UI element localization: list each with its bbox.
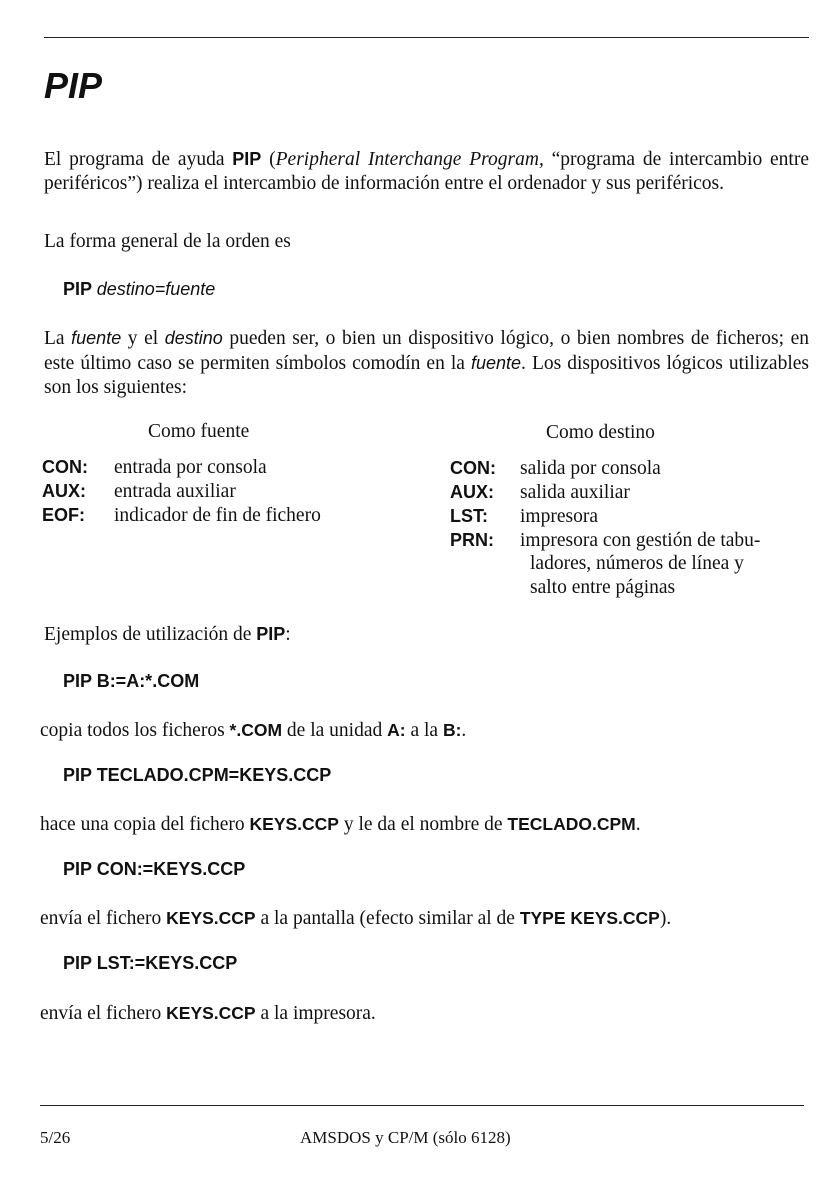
syntax-cmd: PIP (63, 279, 92, 299)
example-description: copia todos los ficheros *.COM de la unidad A: a la B:. (40, 720, 467, 741)
bottom-rule (40, 1105, 804, 1106)
source-item: EOF: indicador de fin de fichero (42, 505, 321, 526)
dest-item: LST: impresora (450, 506, 598, 527)
general-form-text: La forma general de la orden es (44, 231, 291, 252)
source-item: AUX: entrada auxiliar (42, 481, 236, 502)
example-description: envía el fichero KEYS.CCP a la impresora. (40, 1003, 376, 1024)
dest-item: CON: salida por consola (450, 458, 661, 479)
top-rule (44, 37, 809, 38)
example-command: PIP TECLADO.CPM=KEYS.CCP (63, 765, 332, 785)
dest-item: AUX: salida auxiliar (450, 482, 630, 503)
example-command: PIP CON:=KEYS.CCP (63, 859, 246, 879)
source-item: CON: entrada por consola (42, 457, 267, 478)
program-name: Peripheral Interchange Program, (275, 149, 544, 170)
dest-item: PRN: impresora con gestión de tabu- (450, 530, 761, 551)
source-heading: Como fuente (148, 421, 250, 442)
syntax-args: destino=fuente (96, 279, 216, 299)
devices-paragraph: La fuente y el destino pueden ser, o bien un dispositivo lógico, o bien nombres de ficheros; en este último caso se permiten símbolos comodín en la fuente. Los dispositivos lógicos utilizables son los siguientes: (44, 328, 810, 398)
page-number: 5/26 (40, 1128, 71, 1147)
dest-item-cont: salto entre páginas (530, 577, 676, 598)
example-description: envía el fichero KEYS.CCP a la pantalla (efecto similar al de TYPE KEYS.CCP). (40, 908, 672, 929)
example-description: hace una copia del fichero KEYS.CCP y le da el nombre de TECLADO.CPM. (40, 814, 641, 835)
dest-item-cont: ladores, números de línea y (530, 553, 744, 574)
dest-heading: Como destino (546, 422, 655, 443)
pip-term: PIP (232, 149, 262, 169)
examples-intro: Ejemplos de utilización de PIP: (44, 624, 291, 645)
page-title: PIP (44, 65, 103, 106)
syntax-line (63, 278, 215, 300)
example-command: PIP B:=A:*.COM (63, 671, 200, 691)
intro-paragraph: El programa de ayuda PIP (Peripheral Interchange Program, “programa de intercambio entre periféricos”) realiza el intercambio de información entre el ordenador y sus periféricos. (44, 149, 809, 194)
example-command: PIP LST:=KEYS.CCP (63, 953, 238, 973)
footer-title: AMSDOS y CP/M (sólo 6128) (300, 1128, 511, 1147)
